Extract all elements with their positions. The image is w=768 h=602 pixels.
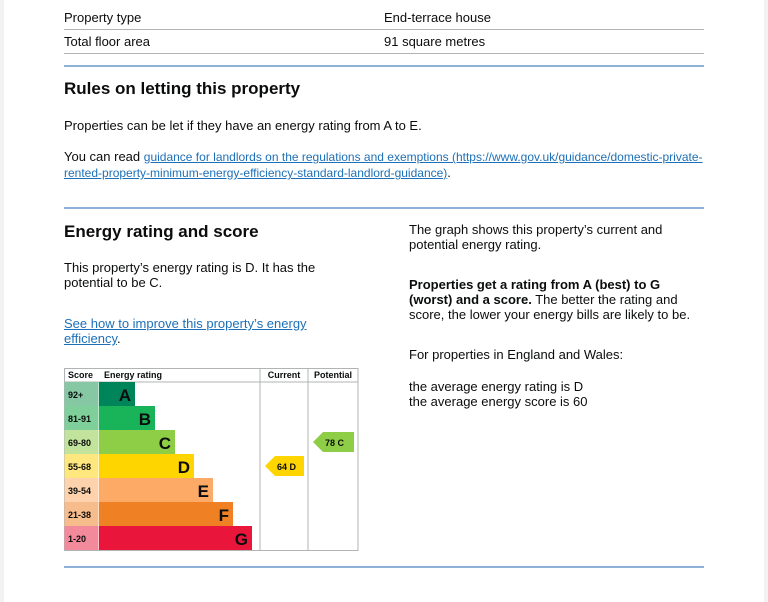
improve-paragraph bbox=[64, 316, 324, 346]
energy-rating-heading: Energy rating and score bbox=[64, 222, 259, 241]
rating-bar-e bbox=[99, 478, 213, 502]
rating-letter-d: D bbox=[177, 458, 190, 477]
graph-intro-text: The graph shows this property’s current and potential energy rating. bbox=[409, 222, 663, 252]
property-summary-table bbox=[64, 6, 704, 54]
average-score-text: the average energy score is 60 bbox=[409, 394, 588, 409]
potential-rating-marker-label: 78 C bbox=[325, 438, 345, 448]
current-rating-marker-label: 64 D bbox=[277, 462, 297, 472]
average-rating-text: the average energy rating is D bbox=[409, 379, 584, 394]
score-range-label: 81-91 bbox=[68, 414, 92, 424]
letting-rules-text: Properties can be let if they have an energy rating from A to E. bbox=[64, 118, 422, 133]
rating-letter-g: G bbox=[234, 530, 248, 549]
improve-efficiency-link[interactable]: See how to improve this property’s energy efficiency bbox=[64, 316, 307, 346]
header-energy-rating: Energy rating bbox=[104, 370, 163, 380]
rating-scale-rest: The better the rating and score, the lower your energy bills are likely to be. bbox=[409, 292, 691, 322]
summary-row-property-type bbox=[64, 6, 704, 30]
score-range-label: 69-80 bbox=[68, 438, 92, 448]
guidance-paragraph bbox=[64, 149, 704, 181]
summary-key: Total floor area bbox=[64, 34, 150, 49]
score-range-label: 1-20 bbox=[68, 534, 87, 544]
improve-suffix: . bbox=[117, 331, 121, 346]
header-potential: Potential bbox=[313, 370, 353, 380]
rating-letter-b: B bbox=[138, 410, 151, 429]
section-divider bbox=[64, 566, 704, 568]
energy-rating-chart bbox=[64, 368, 364, 559]
score-range-label: 39-54 bbox=[68, 486, 92, 496]
score-range-label: 55-68 bbox=[68, 462, 92, 472]
section-divider bbox=[64, 65, 704, 67]
guidance-suffix: . bbox=[447, 165, 451, 180]
section-divider bbox=[64, 207, 704, 209]
summary-value: 91 square metres bbox=[384, 34, 486, 49]
rating-letter-e: E bbox=[197, 482, 209, 501]
guidance-link[interactable]: guidance for landlords on the regulations and exemptions (https://www.gov.uk/guidance/domestic-private-rented-property-minimum-energy-efficiency-standard-landlord-guidance) bbox=[64, 150, 703, 180]
score-range-label: 92+ bbox=[68, 390, 84, 400]
guidance-prefix: You can read bbox=[64, 149, 144, 164]
energy-rating-graph bbox=[64, 368, 364, 554]
letting-rules-heading: Rules on letting this property bbox=[64, 79, 301, 98]
rating-bar-f bbox=[99, 502, 233, 526]
page bbox=[4, 0, 764, 602]
rating-letter-f: F bbox=[218, 506, 229, 525]
rating-scale-text bbox=[409, 277, 704, 322]
summary-row-floor-area bbox=[64, 30, 704, 54]
summary-key: Property type bbox=[64, 10, 142, 25]
score-range-label: 21-38 bbox=[68, 510, 92, 520]
header-score: Score bbox=[68, 370, 94, 380]
energy-rating-text: This property’s energy rating is D. It has the potential to be C. bbox=[64, 260, 316, 290]
rating-letter-c: C bbox=[158, 434, 171, 453]
rating-scale-bold: Properties get a rating from A (best) to G (worst) and a score. bbox=[409, 277, 661, 307]
region-text: For properties in England and Wales: bbox=[409, 347, 624, 362]
header-current: Current bbox=[267, 370, 301, 380]
rating-letter-a: A bbox=[118, 386, 131, 405]
rating-bar-g bbox=[99, 526, 252, 550]
summary-value: End-terrace house bbox=[384, 10, 491, 25]
